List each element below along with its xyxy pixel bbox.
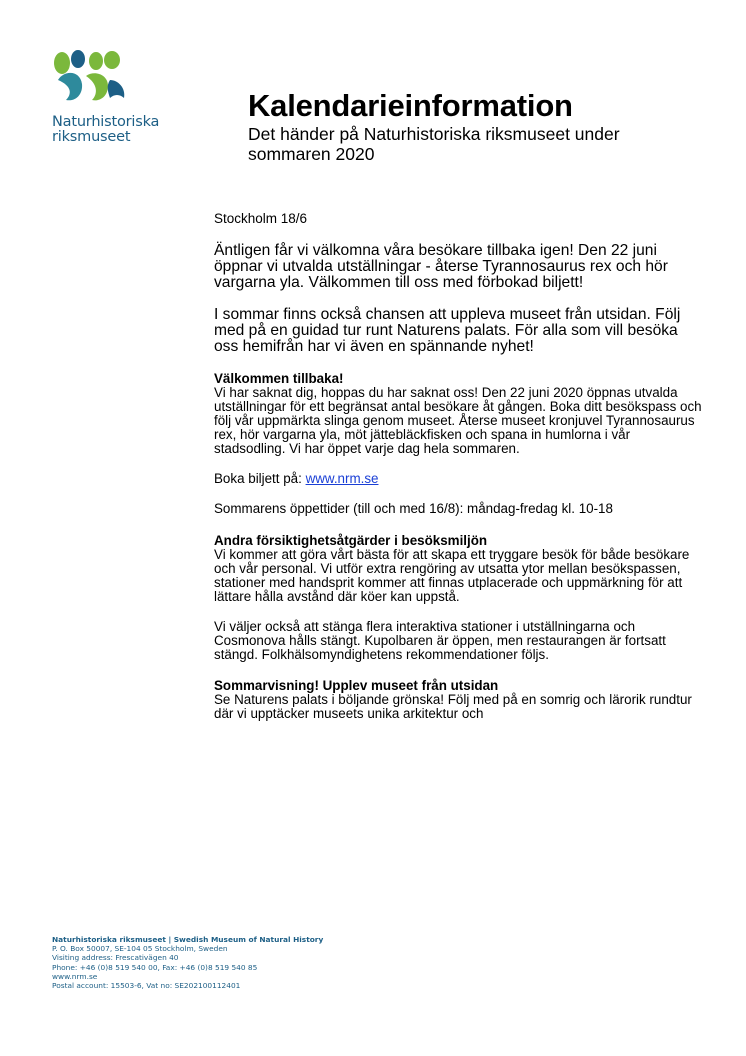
title-block (248, 88, 648, 164)
press-release-body (214, 211, 704, 721)
logo-wordmark (52, 115, 172, 145)
footer (52, 935, 323, 990)
booking-link[interactable]: www.nrm.se (305, 471, 379, 486)
footer-address: P. O. Box 50007, SE-104 05 Stockholm, Sweden (52, 944, 228, 954)
footer-web: www.nrm.se (52, 971, 98, 981)
section-text-precautions-2: Vi väljer också att stänga flera interaktiva stationer i utställningarna och Cosmonova hålls stängt. Kupolbaren är öppen, men restaurangen är fortsatt stängd. Folkhälsomyndighetens rekommendationer följs. (214, 619, 666, 662)
footer-org: Naturhistoriska riksmuseet | Swedish Museum of Natural History (52, 935, 324, 944)
logo-mark-icon (52, 50, 128, 106)
lead-paragraph-2: I sommar finns också chansen att uppleva museet från utsidan. Följ med på en guidad tur runt Naturens palats. För alla som vill besöka oss hemifrån har vi även en spännande nyhet! (214, 306, 681, 355)
section-text-precautions: Vi kommer att göra vårt bästa för att skapa ett tryggare besök för både besökare och vår personal. Vi utför extra rengöring av utsatta ytor mellan besökspassen, stationer med handsprit kommer att finnas utplacerade och uppmärkning för att lättare hålla avstånd där köer kan uppstå. (214, 547, 690, 604)
section-text-welcome: Vi har saknat dig, hoppas du har saknat oss! Den 22 juni 2020 öppnas utvalda utställningar för ett begränsat antal besökare åt gången. Boka ditt besökspass och följ vår uppmärkta slinga genom museet. Återse museet kronjuvel Tyrannosaurus rex, hör vargarna yla, möt jättebläckfisken och spana in humlorna i vår stadsodling. Vi har öppet varje dag hela sommaren. (214, 385, 702, 456)
logo-name-line1: Naturhistoriska (52, 114, 160, 130)
page-title: Kalendarieinformation (248, 88, 573, 123)
section-text-summer-tour: Se Naturens palats i böljande grönska! Följ med på en somrig och lärorik rundtur där vi upptäcker museets unika arkitektur och (214, 692, 692, 721)
booking-label: Boka biljett på: (214, 471, 306, 486)
museum-logo (52, 50, 172, 145)
footer-visiting: Visiting address: Frescativägen 40 (52, 953, 179, 963)
lead-paragraph-1: Äntligen får vi välkomna våra besökare tillbaka igen! Den 22 juni öppnar vi utvalda utställningar - återse Tyrannosaurus rex och hör vargarna yla. Välkommen till oss med förbokad biljett! (214, 242, 668, 291)
section-heading-summer-tour: Sommarvisning! Upplev museet från utsidan (214, 678, 499, 693)
section-heading-welcome: Välkommen tillbaka! (214, 371, 344, 386)
page-subtitle: Det händer på Naturhistoriska riksmuseet under sommaren 2020 (248, 124, 620, 164)
footer-phone: Phone: +46 (0)8 519 540 00, Fax: +46 (0)8 519 540 85 (52, 962, 258, 972)
footer-postal: Postal account: 15503-6, Vat no: SE202100112401 (52, 981, 241, 991)
section-heading-precautions: Andra försiktighetsåtgärder i besöksmiljön (214, 533, 488, 548)
opening-hours: Sommarens öppettider (till och med 16/8): måndag-fredag kl. 10-18 (214, 501, 613, 516)
logo-name-line2: riksmuseet (52, 129, 131, 145)
booking-line (214, 472, 704, 486)
dateline: Stockholm 18/6 (214, 211, 308, 226)
